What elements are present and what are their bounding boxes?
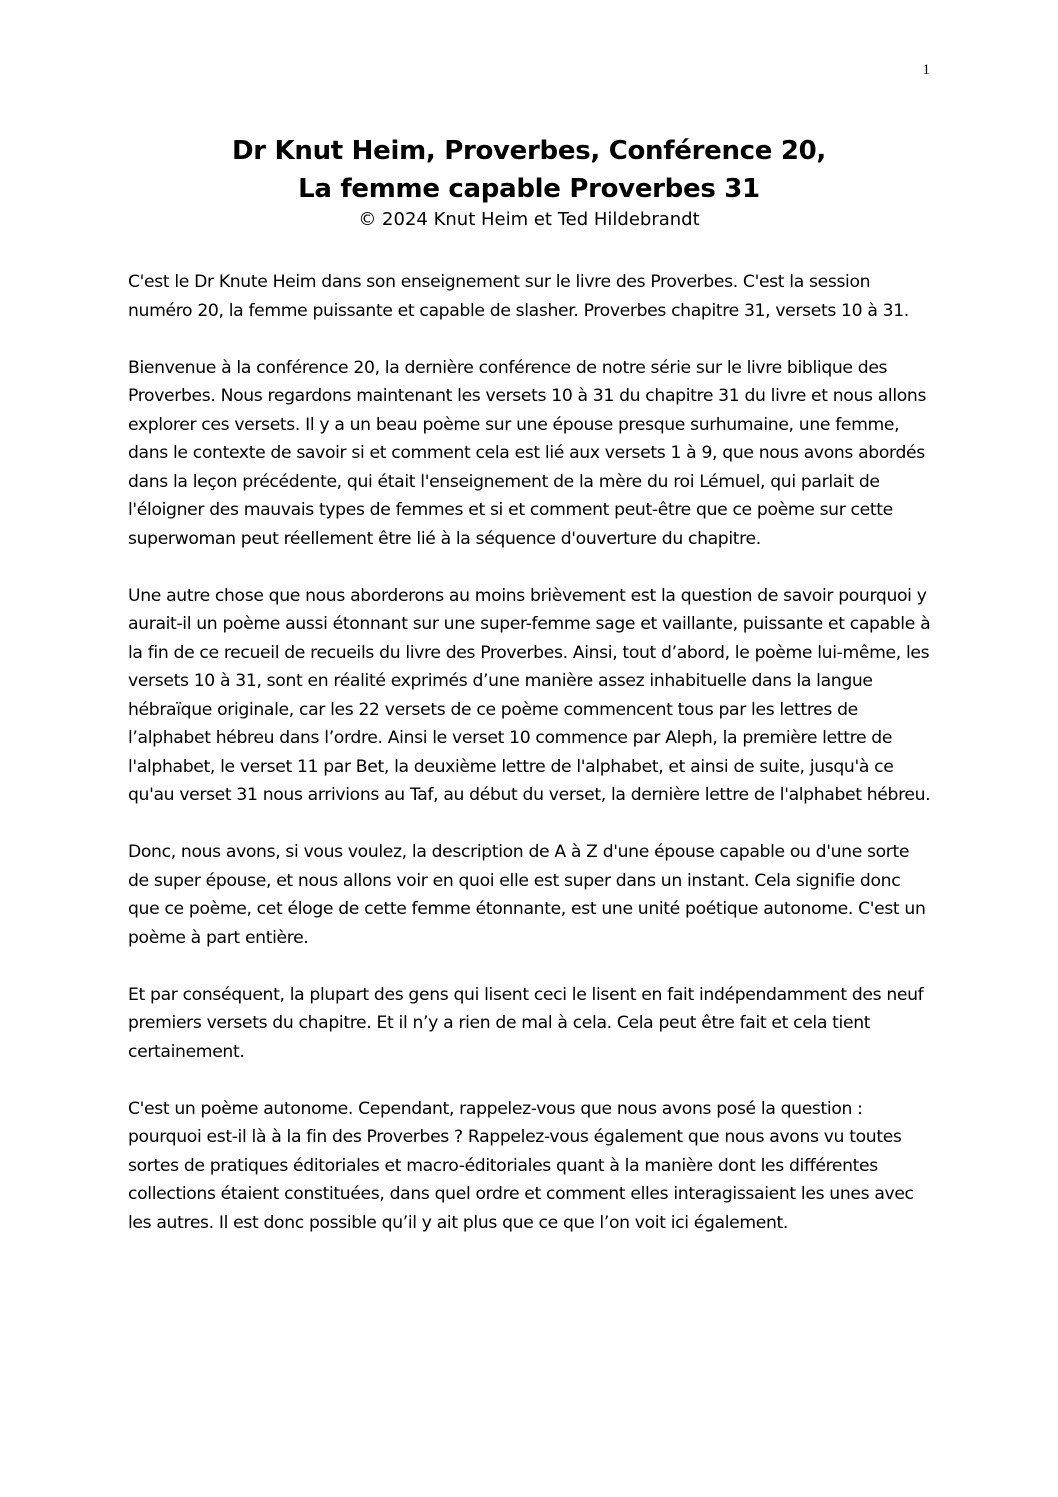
paragraph: C'est un poème autonome. Cependant, rappelez-vous que nous avons posé la question : pourquoi est-il là à la fin des Proverbes ? Rappelez-vous également que nous avons vu toutes sortes de pratiques éditoriales et macro-éditoriales quant à la manière dont les différentes collections étaient constituées, dans quel ordre et comment elles interagissaient les unes avec les autres. Il est donc possible qu’il y ait plus que ce que l’on voit ici également.	[128, 1098, 914, 1233]
document-title-line-2: La femme capable Proverbes 31	[298, 174, 760, 204]
page-number: 1	[922, 62, 930, 78]
copyright-notice: © 2024 Knut Heim et Ted Hildebrandt	[358, 209, 700, 230]
paragraph: Donc, nous avons, si vous voulez, la description de A à Z d'une épouse capable ou d'une sorte de super épouse, et nous allons voir en quoi elle est super dans un instant. Cela signifie donc que ce poème, cet éloge de cette femme étonnante, est une unité poétique autonome. C'est un poème à part entière.	[128, 842, 926, 948]
paragraph: C'est le Dr Knute Heim dans son enseignement sur le livre des Proverbes. C'est la session numéro 20, la femme puissante et capable de slasher. Proverbes chapitre 31, versets 10 à 31.	[128, 272, 909, 321]
document-body	[128, 268, 933, 1266]
document-title-line-1: Dr Knut Heim, Proverbes, Conférence 20,	[231, 136, 827, 166]
paragraph: Et par conséquent, la plupart des gens qui lisent ceci le lisent en fait indépendamment des neuf premiers versets du chapitre. Et il n’y a rien de mal à cela. Cela peut être fait et cela tient certainement.	[128, 984, 924, 1062]
document-header	[0, 132, 1058, 232]
paragraph: Une autre chose que nous aborderons au moins brièvement est la question de savoir pourquoi y aurait-il un poème aussi étonnant sur une super-femme sage et vaillante, puissante et capable à la fin de ce recueil de recueils du livre des Proverbes. Ainsi, tout d’abord, le poème lui-même, les versets 10 à 31, sont en réalité exprimés d’une manière assez inhabituelle dans la langue hébraïque originale, car les 22 versets de ce poème commencent tous par les lettres de l’alphabet hébreu dans l’ordre. Ainsi le verset 10 commence par Aleph, la première lettre de l'alphabet, le verset 11 par Bet, la deuxième lettre de l'alphabet, et ainsi de suite, jusqu'à ce qu'au verset 31 nous arrivions au Taf, au début du verset, la dernière lettre de l'alphabet hébreu.	[128, 585, 931, 805]
paragraph: Bienvenue à la conférence 20, la dernière conférence de notre série sur le livre biblique des Proverbes. Nous regardons maintenant les versets 10 à 31 du chapitre 31 du livre et nous allons explorer ces versets. Il y a un beau poème sur une épouse presque surhumaine, une femme, dans le contexte de savoir si et comment cela est lié aux versets 1 à 9, que nous avons abordés dans la leçon précédente, qui était l'enseignement de la mère du roi Lémuel, qui parlait de l'éloigner des mauvais types de femmes et si et comment peut-être que ce poème sur cette superwoman peut réellement être lié à la séquence d'ouverture du chapitre.	[128, 357, 927, 549]
